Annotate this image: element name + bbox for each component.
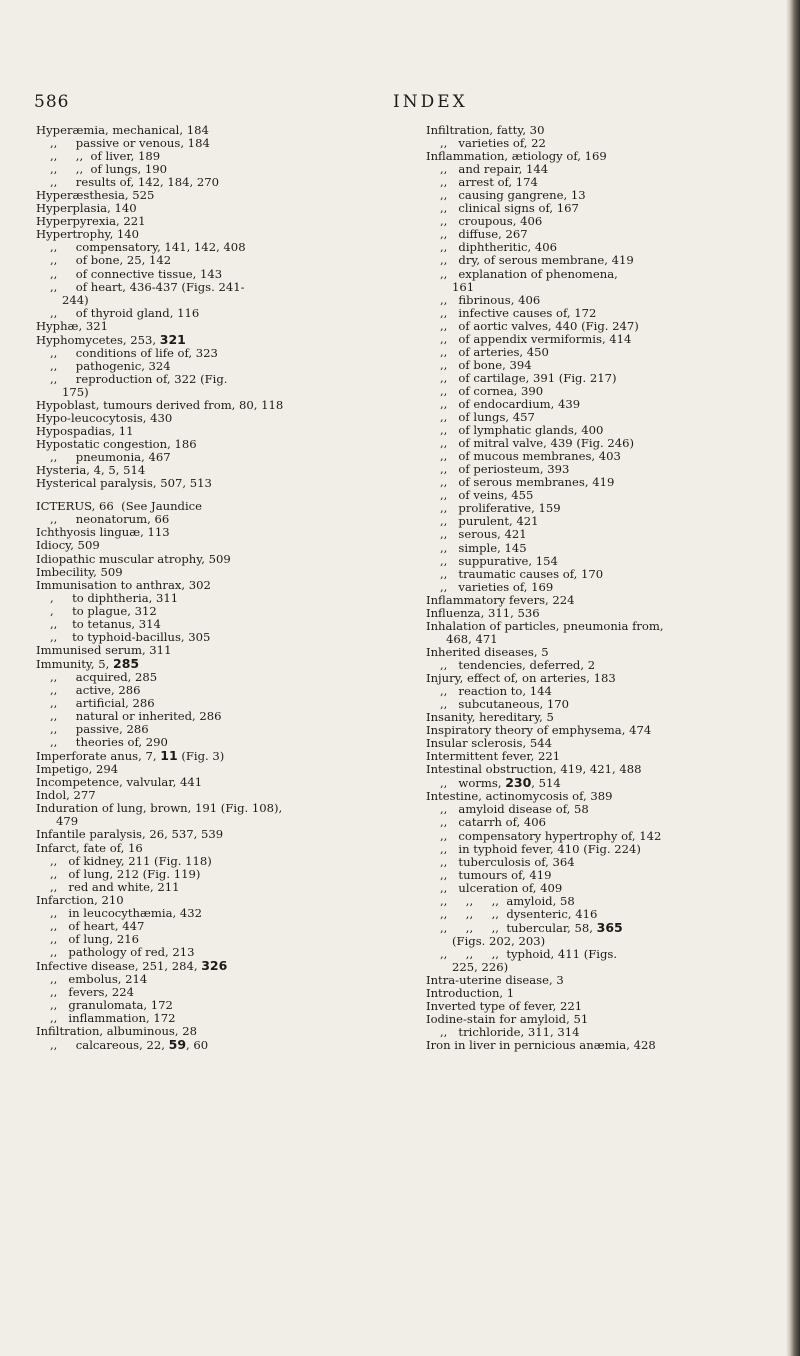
entry-text: Indol, 277 (36, 788, 96, 803)
entry-text: ,, compensatory, 141, 142, 408 (50, 240, 246, 255)
entry-text-after: , 60 (186, 1038, 209, 1053)
entry-text: ,, passive or venous, 184 (50, 136, 210, 151)
entry-text: ,, subcutaneous, 170 (440, 697, 570, 712)
entry-text: Inflammatory fevers, 224 (426, 592, 575, 607)
entry-text: ,, of bone, 394 (440, 357, 532, 372)
entry-text: ,, to tetanus, 314 (50, 616, 161, 631)
entry-text: ,, of thyroid gland, 116 (50, 305, 200, 320)
entry-text: ,, in leucocythæmia, 432 (50, 905, 202, 920)
entry-text: ,, explanation of phenomena, (440, 266, 618, 281)
entry-text: 225, 226) (452, 960, 509, 974)
index-entry (36, 749, 386, 763)
entry-text: Infective disease, 251, 284, (36, 958, 202, 973)
entry-text: ,, in typhoid fever, 410 (Fig. 224) (440, 841, 641, 856)
entry-text: Introduction, 1 (426, 986, 515, 1001)
entry-text: Immunised serum, 311 (36, 642, 172, 657)
index-subentry (36, 736, 386, 749)
entry-text: Intestinal obstruction, 419, 421, 488 (426, 762, 642, 777)
entry-text: ,, amyloid disease of, 58 (440, 802, 589, 817)
entry-text: Inverted type of fever, 221 (426, 999, 583, 1014)
entry-text: Hyphæ, 321 (36, 318, 108, 333)
entry-text: ,, pneumonia, 467 (50, 450, 171, 465)
entry-text: ,, granulomata, 172 (50, 998, 173, 1013)
entry-text: ,, ,, ,, tubercular, 58, (440, 920, 597, 935)
entry-text: Incompetence, valvular, 441 (36, 775, 203, 790)
entry-text: ,, of veins, 455 (440, 488, 534, 503)
entry-text: ,, neonatorum, 66 (50, 512, 170, 527)
entry-text: ,, of serous membranes, 419 (440, 475, 615, 490)
entry-text: Intestine, actinomycosis of, 389 (426, 789, 613, 804)
entry-text: ,, inflammation, 172 (50, 1011, 176, 1026)
index-entry (36, 802, 386, 815)
entry-text: Impetigo, 294 (36, 762, 119, 777)
entry-text: ,, causing gangrene, 13 (440, 188, 586, 203)
entry-text: Influenza, 311, 536 (426, 605, 540, 620)
entry-text: 468, 471 (446, 631, 498, 646)
entry-principal-page: 365 (596, 919, 623, 935)
entry-text: Inhalation of particles, pneumonia from, (426, 618, 664, 633)
entry-text: ,, suppurative, 154 (440, 553, 558, 568)
entry-text: Inherited diseases, 5 (426, 644, 549, 659)
entry-text: ,, diffuse, 267 (440, 227, 528, 242)
entry-text: Idiopathic muscular atrophy, 509 (36, 551, 231, 566)
entry-text: Insular sclerosis, 544 (426, 736, 552, 751)
entry-text: Iodine-stain for amyloid, 51 (426, 1012, 589, 1027)
entry-text: Hyperæsthesia, 525 (36, 188, 155, 203)
index-entry (36, 1025, 386, 1038)
entry-text: Hyperplasia, 140 (36, 201, 137, 216)
entry-text: Immunity, 5, (36, 656, 113, 671)
entry-text: Hyphomycetes, 253, (36, 332, 160, 347)
entry-text: ,, clinical signs of, 167 (440, 201, 579, 216)
entry-text: ,, of cornea, 390 (440, 383, 544, 398)
entry-principal-page: 326 (201, 957, 228, 973)
entry-text: Hysteria, 4, 5, 514 (36, 463, 146, 478)
entry-text: ,, of appendix vermiformis, 414 (440, 331, 632, 346)
entry-principal-page: 285 (113, 655, 140, 671)
entry-text: ,, of endocardium, 439 (440, 396, 581, 411)
entry-text: Infarction, 210 (36, 892, 124, 907)
index-column-right (426, 124, 776, 1052)
entry-text: Intermittent fever, 221 (426, 749, 561, 764)
entry-text: ,, croupous, 406 (440, 214, 543, 229)
entry-text: ,, compensatory hypertrophy of, 142 (440, 828, 662, 843)
entry-text: ,, dry, of serous membrane, 419 (440, 253, 634, 268)
entry-text: , to plague, 312 (50, 603, 157, 618)
entry-text: ,, traumatic causes of, 170 (440, 566, 604, 581)
entry-text: ,, varieties of, 169 (440, 579, 554, 594)
entry-text: Hypostatic congestion, 186 (36, 437, 197, 452)
entry-text: Iron in liver in pernicious anæmia, 428 (426, 1038, 656, 1053)
entry-text: ,, ,, ,, dysenteric, 416 (440, 906, 598, 921)
entry-text: ,, purulent, 421 (440, 514, 539, 529)
entry-text-after: (Fig. 3) (177, 749, 225, 764)
entry-text: ,, simple, 145 (440, 540, 527, 555)
index-entry (36, 333, 386, 347)
entry-text: ,, fevers, 224 (50, 985, 134, 1000)
entry-text: ,, reproduction of, 322 (Fig. (50, 371, 228, 386)
entry-text: ,, acquired, 285 (50, 669, 158, 684)
entry-text: ,, tumours of, 419 (440, 867, 552, 882)
entry-text: ,, of lung, 212 (Fig. 119) (50, 866, 201, 881)
entry-text: ,, of lymphatic glands, 400 (440, 423, 604, 438)
entry-text: ,, arrest of, 174 (440, 175, 538, 190)
entry-text: ,, and repair, 144 (440, 162, 549, 177)
index-column-left (36, 124, 386, 1052)
entry-text: ,, of mucous membranes, 403 (440, 449, 621, 464)
entry-text: ,, of bone, 25, 142 (50, 253, 172, 268)
entry-text: ,, of periosteum, 393 (440, 462, 570, 477)
entry-text: ,, of kidney, 211 (Fig. 118) (50, 853, 212, 868)
entry-text: ,, pathology of red, 213 (50, 944, 195, 959)
entry-text: ,, artificial, 286 (50, 696, 155, 711)
entry-text: ,, varieties of, 22 (440, 136, 546, 151)
entry-text: 161 (452, 279, 475, 294)
entry-text: Hysterical paralysis, 507, 513 (36, 476, 212, 491)
entry-text: Inspiratory theory of emphysema, 474 (426, 723, 652, 738)
entry-text: ,, pathogenic, 324 (50, 358, 171, 373)
entry-text: Insanity, hereditary, 5 (426, 710, 554, 725)
entry-text: Induration of lung, brown, 191 (Fig. 108), (36, 801, 283, 816)
entry-text: ,, natural or inherited, 286 (50, 709, 222, 724)
entry-text: ,, serous, 421 (440, 527, 527, 542)
entry-text: ,, tendencies, deferred, 2 (440, 657, 596, 672)
index-subentry (36, 1038, 386, 1052)
entry-text: ,, calcareous, 22, (50, 1038, 169, 1053)
entry-text: Hyperpyrexia, 221 (36, 214, 146, 229)
entry-text: Intra-uterine disease, 3 (426, 973, 564, 988)
index-subentry (426, 268, 776, 281)
index-entry (36, 657, 386, 671)
entry-text: ,, ,, of liver, 189 (50, 149, 161, 164)
entry-text: ,, catarrh of, 406 (440, 815, 546, 830)
entry-text: ,, results of, 142, 184, 270 (50, 175, 219, 190)
index-subentry (426, 776, 776, 790)
entry-text: ,, worms, (440, 776, 506, 791)
entry-text: ,, diphtheritic, 406 (440, 240, 558, 255)
entry-text: Ichthyosis linguæ, 113 (36, 525, 170, 540)
entry-text-after: , 514 (531, 776, 561, 791)
entry-text: Injury, effect of, on arteries, 183 (426, 670, 616, 685)
entry-text: Hyperæmia, mechanical, 184 (36, 123, 209, 137)
entry-text: Infiltration, fatty, 30 (426, 123, 545, 137)
entry-text: ,, theories of, 290 (50, 735, 168, 750)
entry-text: ,, proliferative, 159 (440, 501, 561, 516)
entry-text: ,, red and white, 211 (50, 879, 180, 894)
entry-text: Imbecility, 509 (36, 564, 123, 579)
entry-principal-page: 230 (505, 775, 532, 791)
entry-text: ,, of mitral valve, 439 (Fig. 246) (440, 436, 635, 451)
entry-text: Infiltration, albuminous, 28 (36, 1024, 197, 1039)
entry-text: 244) (62, 292, 89, 307)
entry-text: Infantile paralysis, 26, 537, 539 (36, 827, 224, 842)
entry-text: ,, ,, ,, amyloid, 58 (440, 893, 575, 908)
entry-text: 479 (56, 814, 79, 829)
entry-text: ,, to typhoid-bacillus, 305 (50, 629, 211, 644)
entry-text: Idiocy, 509 (36, 538, 100, 553)
entry-text: ,, infective causes of, 172 (440, 305, 597, 320)
entry-text: Hypoblast, tumours derived from, 80, 118 (36, 397, 284, 412)
entry-text: ,, ,, of lungs, 190 (50, 162, 168, 177)
entry-text: ,, of heart, 436-437 (Figs. 241- (50, 279, 245, 294)
entry-text: ,, of aortic valves, 440 (Fig. 247) (440, 318, 639, 333)
entry-text: ,, tuberculosis of, 364 (440, 854, 575, 869)
index-subentry (426, 921, 776, 935)
page-header (0, 92, 800, 116)
index-entry (36, 959, 386, 973)
page-number: 586 (34, 92, 70, 112)
entry-text: ,, trichloride, 311, 314 (440, 1025, 580, 1040)
entry-text: Hypertrophy, 140 (36, 227, 140, 242)
index-entry (36, 320, 386, 333)
entry-text: , to diphtheria, 311 (50, 590, 179, 605)
entry-text: ,, ,, ,, typhoid, 411 (Figs. (440, 946, 618, 961)
entry-text: ,, active, 286 (50, 682, 141, 697)
entry-text: ,, of connective tissue, 143 (50, 266, 223, 281)
running-head: INDEX (393, 92, 468, 112)
entry-text: ,, reaction to, 144 (440, 684, 552, 699)
entry-text: ICTERUS, 66 (See Jaundice (36, 499, 203, 514)
entry-text: ,, fibrinous, 406 (440, 292, 541, 307)
entry-text: Immunisation to anthrax, 302 (36, 577, 211, 592)
entry-text: 175) (62, 384, 89, 399)
entry-text: Infarct, fate of, 16 (36, 840, 143, 855)
entry-principal-page: 59 (168, 1037, 187, 1053)
entry-text: Hypospadias, 11 (36, 424, 134, 439)
entry-text: Imperforate anus, 7, (36, 749, 161, 764)
entry-principal-page: 321 (159, 331, 186, 347)
entry-text: ,, of arteries, 450 (440, 344, 549, 359)
index-entry (426, 1039, 776, 1052)
entry-principal-page: 11 (160, 748, 178, 764)
entry-text: ,, of lungs, 457 (440, 410, 535, 425)
entry-text: ,, of heart, 447 (50, 918, 145, 933)
entry-text: ,, of cartilage, 391 (Fig. 217) (440, 370, 617, 385)
index-entry (36, 644, 386, 657)
page-edge-shadow (786, 0, 800, 1356)
entry-text: ,, ulceration of, 409 (440, 880, 563, 895)
index-entry (426, 763, 776, 776)
entry-text: ,, of lung, 216 (50, 931, 139, 946)
index-entry (36, 477, 386, 490)
entry-text: Hypo-leucocytosis, 430 (36, 411, 173, 426)
entry-text: ,, embolus, 214 (50, 972, 148, 986)
entry-text: ,, passive, 286 (50, 722, 149, 737)
entry-text: (Figs. 202, 203) (452, 933, 546, 948)
entry-text: Inflammation, ætiology of, 169 (426, 149, 607, 164)
entry-text: ,, conditions of life of, 323 (50, 345, 218, 360)
